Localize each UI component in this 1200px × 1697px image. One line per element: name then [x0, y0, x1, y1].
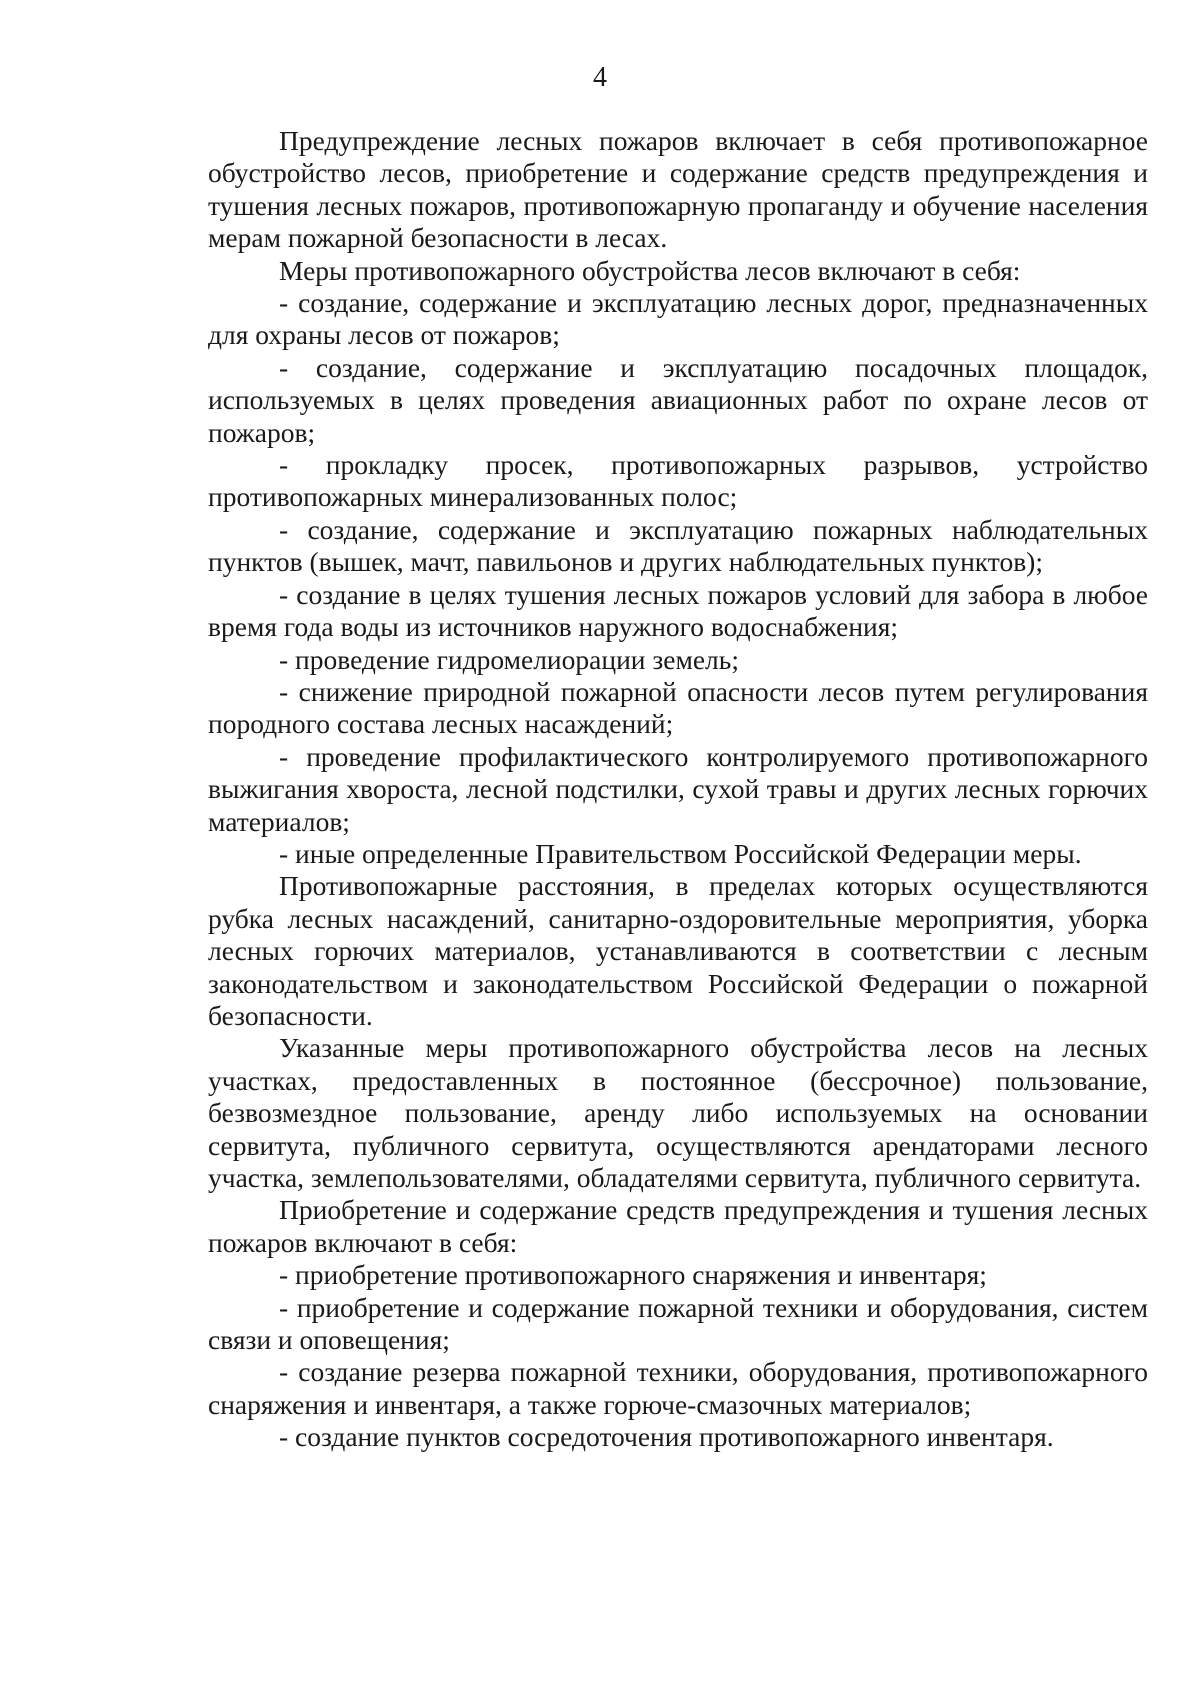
paragraph-responsible-parties: Указанные меры противопожарного обустройства лесов на лесных участках, предоставленных в постоянное (бессрочное) пользование, безвозмездное пользование, аренду либо используемых на основании сервитута, публичного сервитута, осуществляются арендаторами лесного участка, землепользователями, обладателями сервитута, публичного сервитута.	[208, 1032, 1148, 1193]
list-item-clearings: - прокладку просек, противопожарных разрывов, устройство противопожарных минерализованных полос;	[208, 449, 1148, 513]
list-item-concentration-points: - создание пунктов сосредоточения противопожарного инвентаря.	[279, 1421, 1054, 1453]
list-item-gear-purchase: - приобретение противопожарного снаряжения и инвентаря;	[279, 1259, 987, 1291]
paragraph-fire-distances: Противопожарные расстояния, в пределах которых осуществляются рубка лесных насаждений, санитарно-оздоровительные мероприятия, уборка лесных горючих материалов, устанавливаются в соответствии с лесным законодательством и законодательством Российской Федерации о пожарной безопасности.	[208, 870, 1148, 1031]
list-item-fire-danger-reduction: - снижение природной пожарной опасности лесов путем регулирования породного состава лесных насаждений;	[208, 675, 1148, 740]
document-body	[208, 125, 1148, 1454]
list-item-forest-roads: - создание, содержание и эксплуатацию лесных дорог, предназначенных для охраны лесов от пожаров;	[208, 287, 1148, 351]
list-item-landing-sites: - создание, содержание и эксплуатацию посадочных площадок, используемых в целях проведения авиационных работ по охране лесов от пожаров;	[208, 351, 1148, 448]
paragraph-measures-heading: Меры противопожарного обустройства лесов включают в себя:	[279, 254, 1021, 286]
list-item-reserve: - создание резерва пожарной техники, оборудования, противопожарного снаряжения и инвентаря, а также горюче-смазочных материалов;	[208, 1356, 1148, 1420]
list-item-other-measures: - иные определенные Правительством Российской Федерации меры.	[279, 837, 1082, 869]
list-item-controlled-burning: - проведение профилактического контролируемого противопожарного выжигания хвороста, лесной подстилки, сухой травы и других лесных горючих материалов;	[208, 740, 1148, 837]
list-item-vehicles-comms: - приобретение и содержание пожарной техники и оборудования, систем связи и оповещения;	[208, 1291, 1148, 1356]
list-item-water-intake: - создание в целях тушения лесных пожаров условий для забора в любое время года воды из источников наружного водоснабжения;	[208, 578, 1148, 643]
paragraph-prevention-intro: Предупреждение лесных пожаров включает в себя противопожарное обустройство лесов, приобретение и содержание средств предупреждения и тушения лесных пожаров, противопожарную пропаганду и обучение населения мерам пожарной безопасности в лесах.	[208, 125, 1148, 254]
list-item-hydromelioration: - проведение гидромелиорации земель;	[279, 643, 739, 675]
page-number: 4	[593, 62, 607, 93]
paragraph-equipment-heading: Приобретение и содержание средств предупреждения и тушения лесных пожаров включают в себя:	[208, 1194, 1148, 1258]
list-item-observation-points: - создание, содержание и эксплуатацию пожарных наблюдательных пунктов (вышек, мачт, павильонов и других наблюдательных пунктов);	[208, 513, 1148, 578]
